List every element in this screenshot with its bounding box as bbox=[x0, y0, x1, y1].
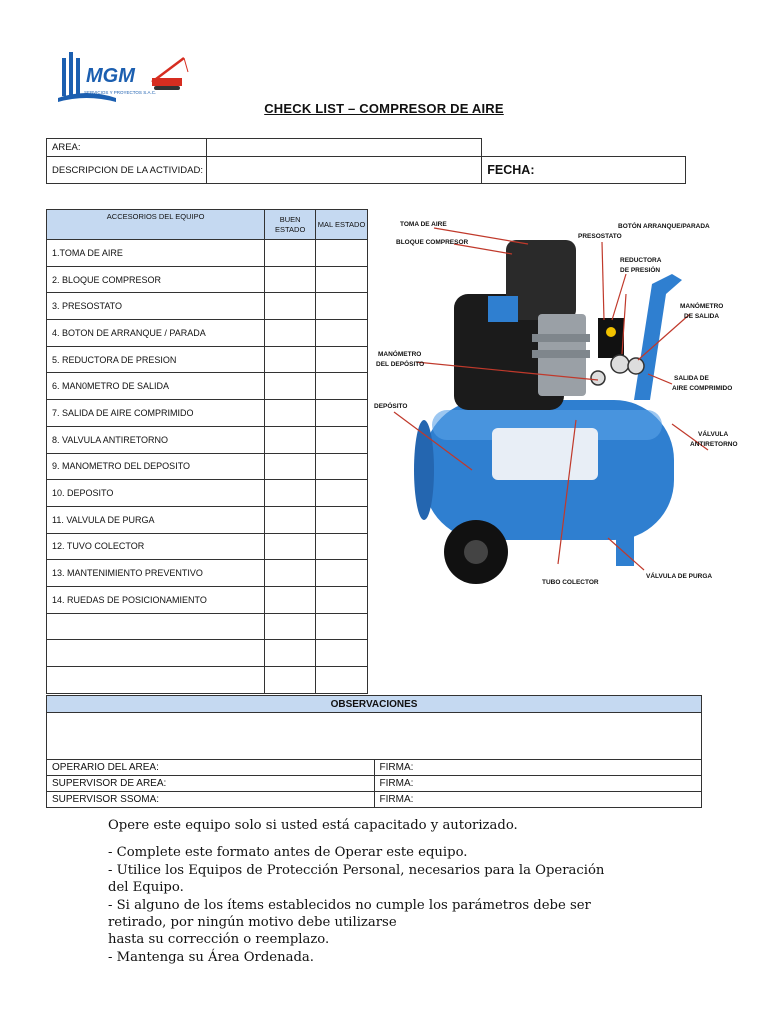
buen-estado-cell[interactable] bbox=[265, 453, 316, 480]
observaciones-header: OBSERVACIONES bbox=[47, 696, 702, 713]
supervisor-area-firma-label[interactable]: FIRMA: bbox=[374, 776, 701, 792]
mal-estado-cell[interactable] bbox=[316, 560, 368, 587]
checklist-row bbox=[47, 320, 368, 347]
instruction-line: - Complete este formato antes de Operar este equipo. bbox=[108, 845, 468, 861]
area-field[interactable] bbox=[206, 139, 481, 157]
checklist-item-label: 14. RUEDAS DE POSICIONAMIENTO bbox=[47, 586, 265, 613]
mal-estado-cell[interactable] bbox=[316, 293, 368, 320]
label-toma-aire: TOMA DE AIRE bbox=[400, 221, 447, 228]
mal-estado-cell[interactable] bbox=[316, 426, 368, 453]
checklist-item-label: 13. MANTENIMIENTO PREVENTIVO bbox=[47, 560, 265, 587]
buen-estado-cell[interactable] bbox=[265, 293, 316, 320]
instructions-block bbox=[108, 817, 668, 966]
checklist-item-label: 11. VALVULA DE PURGA bbox=[47, 506, 265, 533]
checklist-row bbox=[47, 240, 368, 267]
checklist-item-label bbox=[47, 667, 265, 694]
buen-estado-cell[interactable] bbox=[265, 533, 316, 560]
checklist-row bbox=[47, 560, 368, 587]
mal-estado-cell[interactable] bbox=[316, 400, 368, 427]
checklist-row bbox=[47, 373, 368, 400]
mal-estado-cell[interactable] bbox=[316, 480, 368, 507]
label-presostato: PRESOSTATO bbox=[578, 233, 622, 240]
instruction-line: hasta su corrección o reemplazo. bbox=[108, 932, 330, 948]
mal-estado-cell[interactable] bbox=[316, 613, 368, 640]
checklist-row bbox=[47, 533, 368, 560]
mal-estado-cell[interactable] bbox=[316, 346, 368, 373]
buen-estado-cell[interactable] bbox=[265, 506, 316, 533]
mal-estado-cell[interactable] bbox=[316, 373, 368, 400]
checklist-item-label: 10. DEPOSITO bbox=[47, 480, 265, 507]
mal-estado-cell[interactable] bbox=[316, 667, 368, 694]
mal-estado-cell[interactable] bbox=[316, 640, 368, 667]
checklist-item-label: 7. SALIDA DE AIRE COMPRIMIDO bbox=[47, 400, 265, 427]
label-manometro-salida-1: MANÓMETRO bbox=[680, 303, 724, 310]
col-header-buen: BUEN ESTADO bbox=[265, 210, 316, 240]
buen-estado-cell[interactable] bbox=[265, 240, 316, 267]
checklist-item-label: 9. MANOMETRO DEL DEPOSITO bbox=[47, 453, 265, 480]
label-reductora-2: DE PRESIÓN bbox=[620, 267, 661, 274]
descripcion-field[interactable] bbox=[206, 157, 481, 184]
checklist-row bbox=[47, 667, 368, 694]
label-salida-2: AIRE COMPRIMIDO bbox=[672, 385, 733, 392]
mal-estado-cell[interactable] bbox=[316, 320, 368, 347]
checklist-item-label: 6. MAN0METRO DE SALIDA bbox=[47, 373, 265, 400]
checklist-item-label: 4. BOTON DE ARRANQUE / PARADA bbox=[47, 320, 265, 347]
buen-estado-cell[interactable] bbox=[265, 640, 316, 667]
mal-estado-cell[interactable] bbox=[316, 586, 368, 613]
mal-estado-cell[interactable] bbox=[316, 240, 368, 267]
checklist-row bbox=[47, 586, 368, 613]
col-header-mal: MAL ESTADO bbox=[316, 210, 368, 240]
checklist-item-label bbox=[47, 640, 265, 667]
buen-estado-cell[interactable] bbox=[265, 586, 316, 613]
fecha-label: FECHA: bbox=[487, 163, 535, 177]
buen-estado-cell[interactable] bbox=[265, 480, 316, 507]
instruction-line: - Mantenga su Área Ordenada. bbox=[108, 949, 314, 965]
instructions-intro: Opere este equipo solo si usted está capacitado y autorizado. bbox=[108, 818, 518, 833]
buen-estado-cell[interactable] bbox=[265, 266, 316, 293]
checklist-item-label: 1.TOMA DE AIRE bbox=[47, 240, 265, 267]
checklist-item-label: 2. BLOQUE COMPRESOR bbox=[47, 266, 265, 293]
label-valvula-purga: VÁLVULA DE PURGA bbox=[646, 573, 713, 580]
buen-estado-cell[interactable] bbox=[265, 426, 316, 453]
area-label: AREA: bbox=[47, 139, 207, 157]
checklist-item-label: 8. VALVULA ANTIRETORNO bbox=[47, 426, 265, 453]
supervisor-ssoma-label: SUPERVISOR SSOMA: bbox=[47, 792, 375, 808]
checklist-row bbox=[47, 506, 368, 533]
checklist-row bbox=[47, 453, 368, 480]
label-boton: BOTÓN ARRANQUE/PARADA bbox=[618, 223, 710, 230]
buen-estado-cell[interactable] bbox=[265, 560, 316, 587]
compressor-diagram bbox=[372, 214, 738, 624]
descripcion-label: DESCRIPCION DE LA ACTIVIDAD: bbox=[47, 157, 207, 184]
checklist-table bbox=[46, 209, 368, 694]
label-manometro-deposito-1: MANÓMETRO bbox=[378, 351, 422, 358]
operario-firma-label[interactable]: FIRMA: bbox=[374, 760, 701, 776]
supervisor-ssoma-firma-label[interactable]: FIRMA: bbox=[374, 792, 701, 808]
buen-estado-cell[interactable] bbox=[265, 373, 316, 400]
buen-estado-cell[interactable] bbox=[265, 346, 316, 373]
instruction-line: - Utilice los Equipos de Protección Personal, necesarios para la Operación bbox=[108, 862, 605, 878]
operario-label: OPERARIO DEL AREA: bbox=[47, 760, 375, 776]
checklist-row bbox=[47, 266, 368, 293]
checklist-item-label: 12. TUVO COLECTOR bbox=[47, 533, 265, 560]
buen-estado-cell[interactable] bbox=[265, 613, 316, 640]
checklist-item-label: 3. PRESOSTATO bbox=[47, 293, 265, 320]
checklist-row bbox=[47, 640, 368, 667]
checklist-row bbox=[47, 480, 368, 507]
instruction-line: del Equipo. bbox=[108, 880, 184, 896]
buen-estado-cell[interactable] bbox=[265, 667, 316, 694]
checklist-row bbox=[47, 346, 368, 373]
checklist-row bbox=[47, 293, 368, 320]
label-valvula-1: VÁLVULA bbox=[698, 431, 729, 438]
logo-subtext: SERVICIOS Y PROYECTOS S.A.C. bbox=[84, 90, 157, 95]
label-tubo-colector: TUBO COLECTOR bbox=[542, 579, 599, 586]
label-bloque-compresor: BLOQUE COMPRESOR bbox=[396, 239, 469, 246]
company-logo bbox=[56, 44, 196, 108]
checklist-row bbox=[47, 613, 368, 640]
col-header-accesorios: ACCESORIOS DEL EQUIPO bbox=[47, 210, 265, 240]
checklist-row bbox=[47, 426, 368, 453]
mal-estado-cell[interactable] bbox=[316, 506, 368, 533]
mal-estado-cell[interactable] bbox=[316, 533, 368, 560]
label-deposito: DEPÓSITO bbox=[374, 403, 408, 410]
supervisor-area-label: SUPERVISOR DE AREA: bbox=[47, 776, 375, 792]
label-valvula-2: ANTIRETORNO bbox=[690, 441, 738, 448]
checklist-item-label bbox=[47, 613, 265, 640]
fecha-field[interactable] bbox=[482, 157, 686, 184]
instruction-line: - Si alguno de los ítems establecidos no cumple los parámetros debe ser bbox=[108, 897, 591, 913]
buen-estado-cell[interactable] bbox=[265, 320, 316, 347]
label-manometro-deposito-2: DEL DEPÓSITO bbox=[376, 361, 425, 368]
label-manometro-salida-2: DE SALIDA bbox=[684, 313, 720, 320]
document-title: CHECK LIST – COMPRESOR DE AIRE bbox=[264, 101, 504, 116]
checklist-row bbox=[47, 400, 368, 427]
label-reductora-1: REDUCTORA bbox=[620, 257, 662, 264]
buen-estado-cell[interactable] bbox=[265, 400, 316, 427]
checklist-item-label: 5. REDUCTORA DE PRESION bbox=[47, 346, 265, 373]
logo-text: MGM bbox=[86, 65, 135, 87]
label-salida-1: SALIDA DE bbox=[674, 375, 709, 382]
instruction-line: retirado, por ningún motivo debe utilizarse bbox=[108, 915, 397, 931]
blank-cell bbox=[482, 139, 686, 157]
observaciones-field[interactable] bbox=[47, 713, 702, 760]
mal-estado-cell[interactable] bbox=[316, 453, 368, 480]
mal-estado-cell[interactable] bbox=[316, 266, 368, 293]
observaciones-table bbox=[46, 695, 702, 808]
header-table bbox=[46, 138, 686, 184]
